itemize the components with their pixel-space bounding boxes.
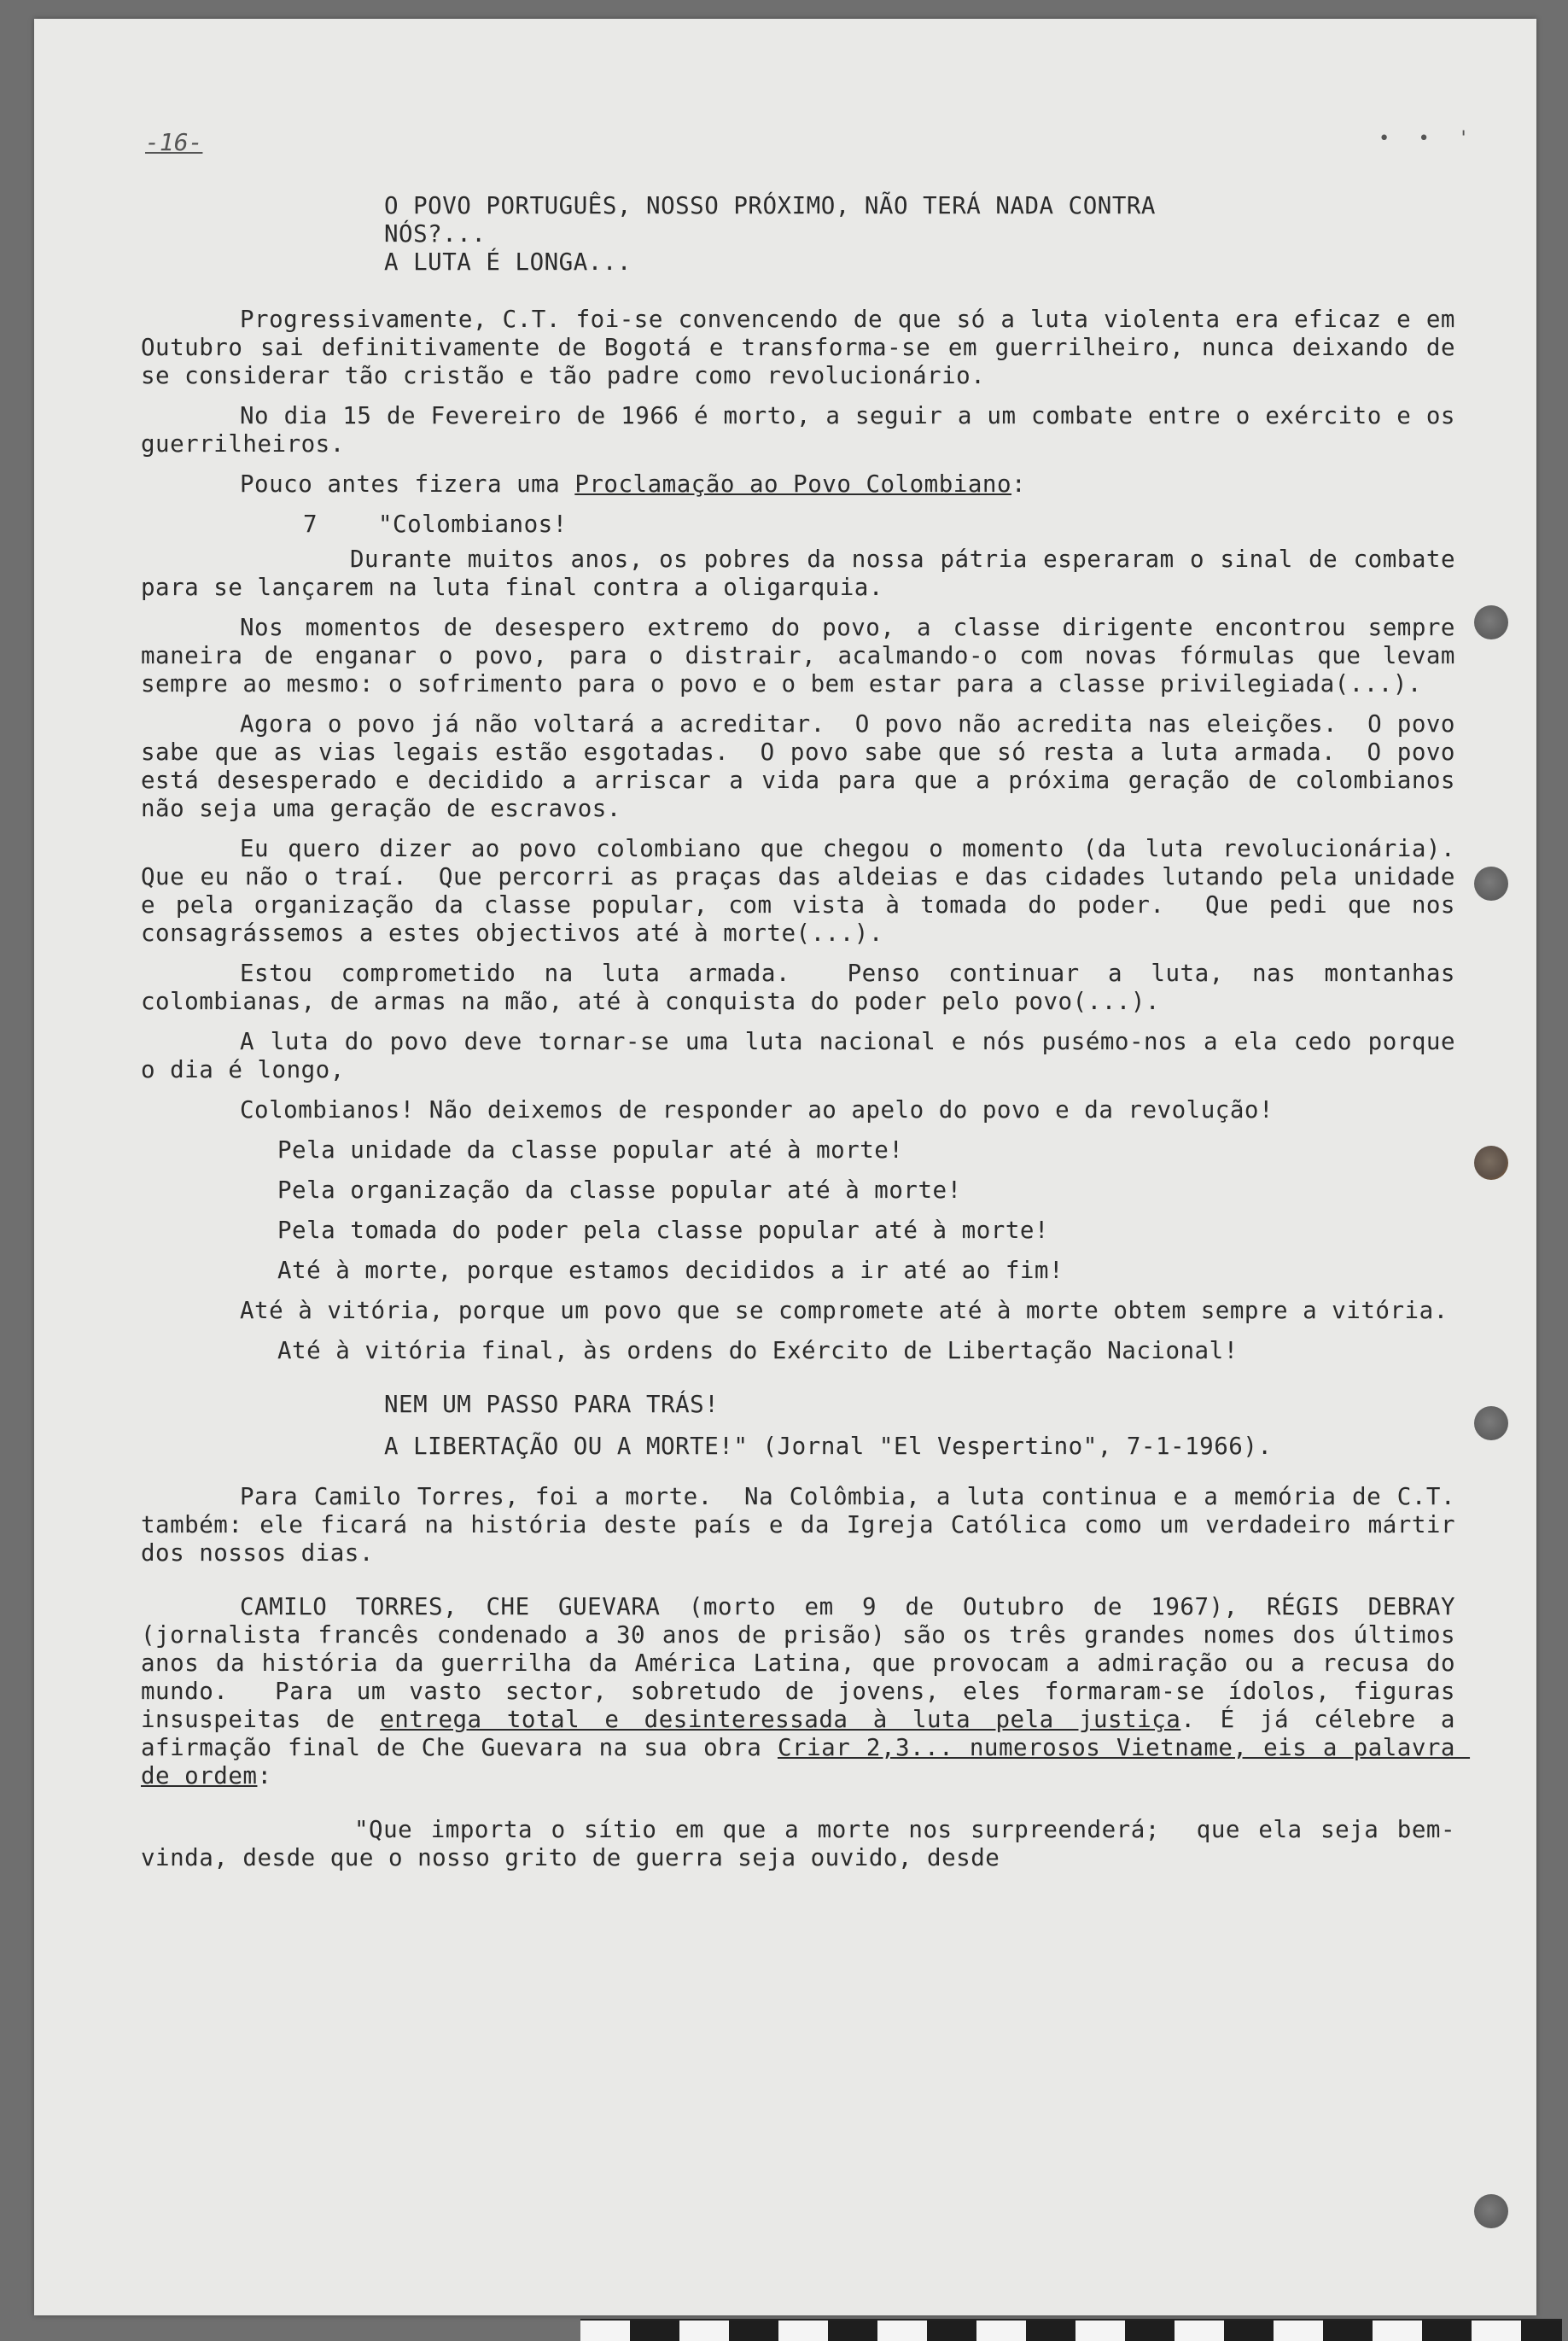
page-number: -16- <box>145 128 203 156</box>
paragraph-text: . É já célebre a afirmação final de Che Guevara na sua obra <box>141 1706 1471 1761</box>
quote-line: Até à morte, porque estamos decididos a ir até ao fim! <box>277 1257 1064 1284</box>
paragraph <box>141 1593 1471 1790</box>
quote-opening <box>141 511 1455 539</box>
paragraph: Para Camilo Torres, foi a morte. Na Colômbia, a luta continua e a memória de C.T. também: ele ficará na história deste país e da Igreja Católica como um verdadeiro mártir dos nossos dias. <box>141 1483 1471 1567</box>
binder-hole <box>1474 1406 1508 1440</box>
scale-ruler <box>580 2319 1562 2341</box>
slogan-line: NEM UM PASSO PARA TRÁS! <box>384 1391 720 1418</box>
body-text <box>141 192 1485 1884</box>
slogan-line: A LIBERTAÇÃO OU A MORTE!" (Jornal "El Vespertino", 7-1-1966). <box>384 1433 1273 1460</box>
paragraph-text: : <box>257 1762 272 1789</box>
underlined-phrase: entrega total e desinteressada à luta pela justiça <box>380 1706 1181 1733</box>
quote-paragraph: Eu quero dizer ao povo colombiano que chegou o momento (da luta revolucionária). Que eu não o traí. Que percorri as praças das aldeias e das cidades lutando pela unidade e pela organização da classe popular, com vista à tomada do poder. Que pedi que nos consagrássemos a estes objectivos até à morte(...). <box>141 835 1485 947</box>
quote-paragraph: Agora o povo já não voltará a acreditar. O povo não acredita nas eleições. O povo sabe que as vias legais estão esgotadas. O povo sabe que só resta a luta armada. O povo está desesperado e decidido a arriscar a vida para que a próxima geração de colombianos não seja uma geração de escravos. <box>141 710 1471 822</box>
footnote-number: 7 <box>303 511 318 538</box>
quote-salutation: "Colombianos! <box>378 511 568 538</box>
proclamation-title: Proclamação ao Povo Colombiano <box>574 470 1012 498</box>
quote-paragraph: Estou comprometido na luta armada. Penso continuar a luta, nas montanhas colombianas, de armas na mão, até à conquista do poder pelo povo(...). <box>141 960 1471 1015</box>
quote-line: Até à vitória final, às ordens do Exército de Libertação Nacional! <box>277 1337 1239 1364</box>
corner-marks: • • ' <box>1379 128 1478 149</box>
quote-paragraph: A luta do povo deve tornar-se uma luta nacional e nós pusémo-nos a ela cedo porque o dia é longo, <box>141 1028 1471 1083</box>
paragraph: Progressivamente, C.T. foi-se convencendo de que só a luta violenta era eficaz e em Outubro sai definitivamente de Bogotá e transforma-se em guerrilheiro, nunca deixando de se considerar tão cristão e tão padre como revolucionário. <box>141 306 1471 389</box>
quote-paragraph: Durante muitos anos, os pobres da nossa pátria esperaram o sinal de combate para se lançarem na luta final contra a oligarquia. <box>141 546 1471 601</box>
quote-paragraph: Nos momentos de desespero extremo do povo, a classe dirigente encontrou sempre maneira de enganar o povo, para o distrair, acalmando-o com novas fórmulas que levam sempre ao mesmo: o sofrimento para o povo e o bem estar para a classe privilegiada(...). <box>141 614 1471 698</box>
paragraph: No dia 15 de Fevereiro de 1966 é morto, a seguir a um combate entre o exército e os guerrilheiros. <box>141 402 1471 458</box>
heading-line-2: A LUTA É LONGA... <box>384 248 632 276</box>
binder-hole <box>1474 605 1508 639</box>
heading-line-1: O POVO PORTUGUÊS, NOSSO PRÓXIMO, NÃO TERÁ NADA CONTRA NÓS?... <box>384 192 1156 248</box>
paragraph-text: CAMILO TORRES, CHE GUEVARA (morto em 9 de Outubro de 1967), RÉGIS DEBRAY (jornalista francês condenado a 30 anos de prisão) são os três grandes nomes dos últimos anos da história da guerrilha da América Latina, que provocam a admiração ou a recusa do mundo. Para um vasto sector, sobretudo de jovens, eles formaram-se ídolos, figuras insuspeitas de <box>141 1593 1471 1733</box>
binder-hole <box>1474 1146 1508 1180</box>
heading-block <box>141 192 1425 277</box>
typed-page <box>34 19 1536 2315</box>
binder-hole <box>1474 2194 1508 2228</box>
quote-line: Pela unidade da classe popular até à morte! <box>277 1136 904 1164</box>
paragraph-text: Pouco antes fizera uma <box>240 470 575 498</box>
quote-paragraph: Colombianos! Não deixemos de responder ao apelo do povo e da revolução! <box>240 1096 1274 1124</box>
book-title: Criar 2,3... numerosos Vietname, eis a palavra de ordem <box>141 1734 1471 1789</box>
quote-line: Pela tomada do poder pela classe popular até à morte! <box>277 1217 1049 1244</box>
quote-line: Pela organização da classe popular até à morte! <box>277 1176 962 1204</box>
binder-hole <box>1474 867 1508 901</box>
paragraph-text: : <box>1011 470 1027 498</box>
closing-quote: "Que importa o sítio em que a morte nos surpreenderá; que ela seja bem-vinda, desde que o nosso grito de guerra seja ouvido, desde <box>141 1816 1455 1871</box>
quote-paragraph: Até à vitória, porque um povo que se compromete até à morte obtem sempre a vitória. <box>240 1297 1449 1324</box>
paragraph <box>141 470 1455 499</box>
